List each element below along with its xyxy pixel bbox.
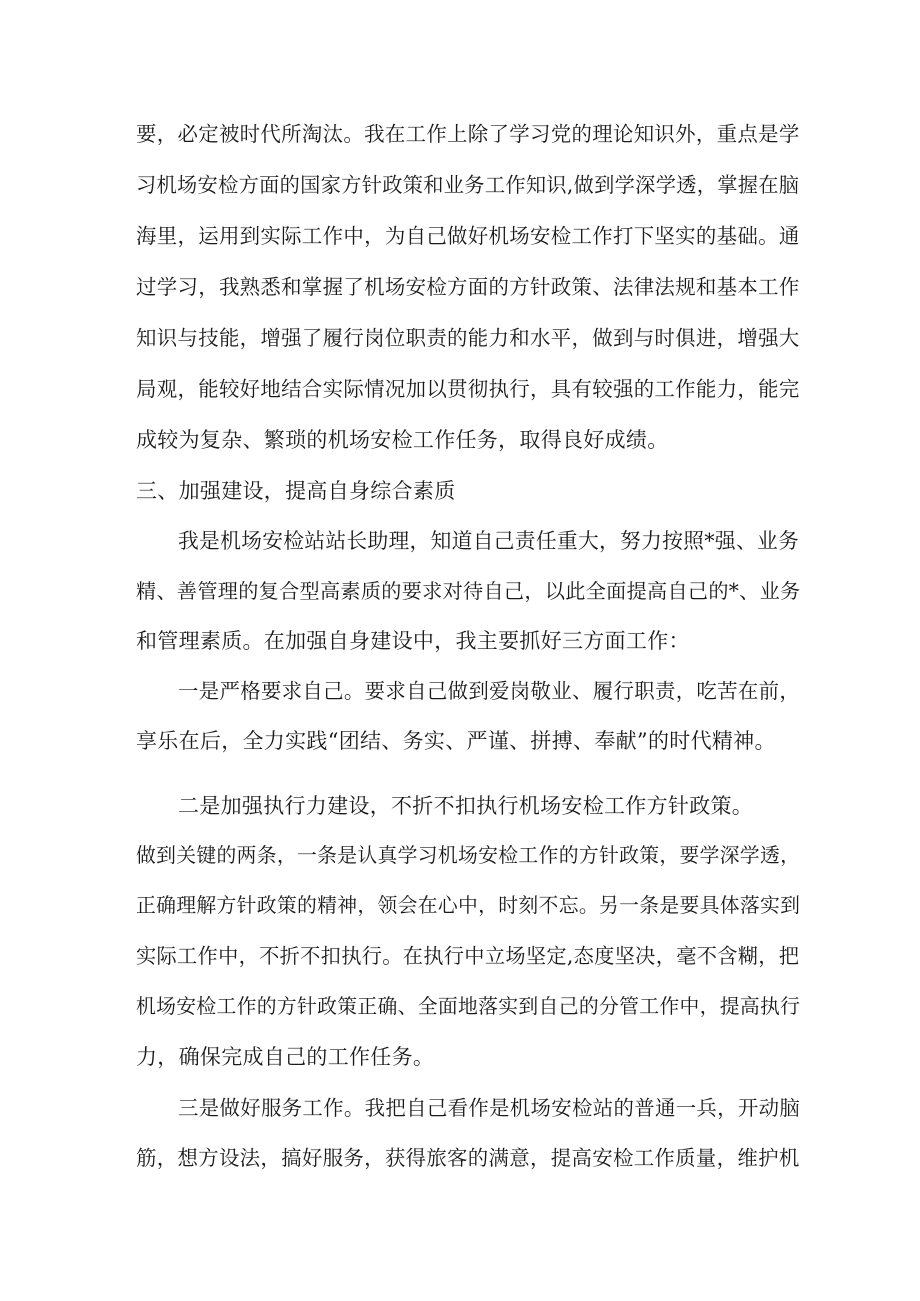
text-line: 享乐在后，全力实践“团结、务实、严谨、拼搏、奉献”的时代精神。 <box>136 729 776 753</box>
text-line: 我是机场安检站站长助理，知道自己责任重大，努力按照*强、业务 <box>178 529 800 553</box>
text-line: 精、善管理的复合型高素质的要求对待自己，以此全面提高自己的*、业务 <box>136 579 801 603</box>
text-line: 习机场安检方面的国家方针政策和业务工作知识,做到学深学透，掌握在脑 <box>136 173 800 197</box>
text-line: 力，确保完成自己的工作任务。 <box>136 1045 435 1069</box>
text-line: 和管理素质。在加强自身建设中，我主要抓好三方面工作： <box>136 629 690 653</box>
text-line: 成较为复杂、繁琐的机场安检工作任务，取得良好成绩。 <box>136 428 669 452</box>
text-line: 要，必定被时代所淘汰。我在工作上除了学习党的理论知识外，重点是学 <box>136 122 800 146</box>
text-line: 知识与技能，增强了履行岗位职责的能力和水平，做到与时俱进，增强大 <box>136 326 800 350</box>
text-line: 局观，能较好地结合实际情况加以贯彻执行，具有较强的工作能力，能完 <box>136 377 800 401</box>
text-line: 实际工作中，不折不扣执行。在执行中立场坚定,态度坚决，毫不含糊，把 <box>136 944 800 968</box>
text-line: 机场安检工作的方针政策正确、全面地落实到自己的分管工作中，提高执行 <box>136 995 801 1018</box>
section-heading: 三、加强建设，提高自身综合素质 <box>136 479 456 503</box>
text-line: 海里，运用到实际工作中，为自己做好机场安检工作打下坚实的基础。通 <box>136 224 800 248</box>
text-line: 过学习，我熟悉和掌握了机场安检方面的方针政策、法律法规和基本工作 <box>136 275 800 299</box>
text-line: 三是做好服务工作。我把自己看作是机场安检站的普通一兵，开动脑 <box>178 1096 801 1120</box>
text-line: 一是严格要求自己。要求自己做到爱岗敬业、履行职责，吃苦在前， <box>178 679 801 703</box>
text-line: 筋，想方设法，搞好服务，获得旅客的满意，提高安检工作质量，维护机 <box>136 1146 800 1170</box>
text-line: 二是加强执行力建设，不折不扣执行机场安检工作方针政策。 <box>178 794 754 818</box>
text-line: 正确理解方针政策的精神，领会在心中，时刻不忘。另一条是要具体落实到 <box>136 894 801 917</box>
text-line: 做到关键的两条，一条是认真学习机场安检工作的方针政策，要学深学透， <box>136 844 801 867</box>
